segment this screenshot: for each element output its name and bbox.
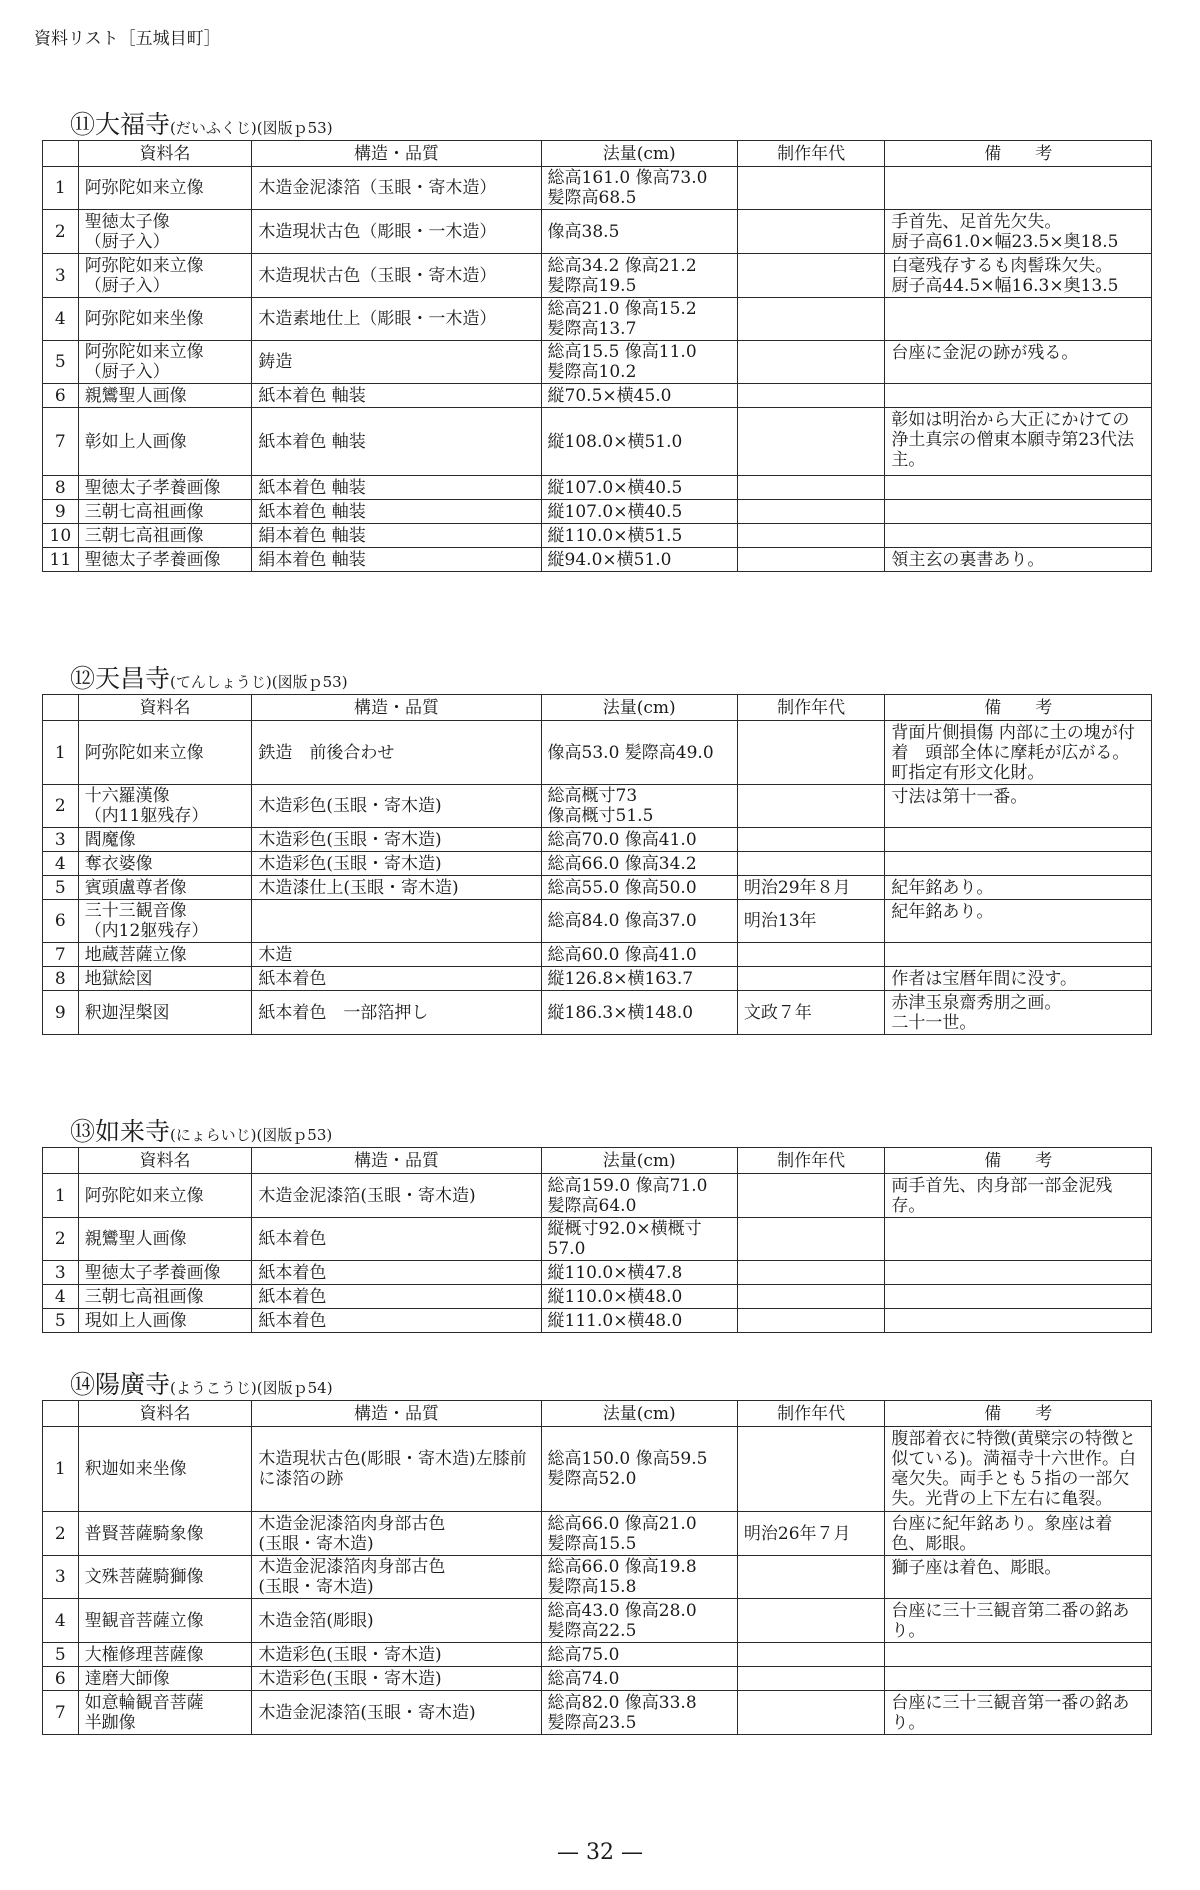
cell-date xyxy=(737,967,885,991)
cell-name: 親鸞聖人画像 xyxy=(78,1218,252,1261)
plate-reference: (図版ｐ53) xyxy=(256,119,333,137)
cell-rem xyxy=(885,1218,1152,1261)
cell-date xyxy=(737,210,885,254)
table-row xyxy=(43,1285,1152,1309)
table-row xyxy=(43,1309,1152,1333)
cell-date xyxy=(737,1427,885,1512)
cell-no: 2 xyxy=(43,210,79,254)
cell-rem: 腹部着衣に特徴(黄檗宗の特徴と似ている)。満福寺十六世作。白毫欠失。両手とも５指の一部欠失。光背の上下左右に亀裂。 xyxy=(885,1427,1152,1512)
cell-mat: 木造金泥漆箔(玉眼・寄木造) xyxy=(252,1691,541,1735)
cell-size: 総高60.0 像高41.0 xyxy=(541,943,737,967)
cell-date xyxy=(737,852,885,876)
table-row xyxy=(43,1218,1152,1261)
cell-size: 総高66.0 像高34.2 xyxy=(541,852,737,876)
plate-reference: (図版ｐ53) xyxy=(256,1126,333,1144)
table-row xyxy=(43,524,1152,548)
cell-no: 11 xyxy=(43,548,79,572)
table-row xyxy=(43,991,1152,1035)
header-cell-number xyxy=(43,1148,79,1174)
cell-name: 地獄絵図 xyxy=(78,967,252,991)
catalog-table xyxy=(42,694,1152,1035)
column-header: 資料名 xyxy=(78,141,252,167)
cell-rem xyxy=(885,167,1152,210)
cell-rem xyxy=(885,476,1152,500)
cell-size: 縦186.3×横148.0 xyxy=(541,991,737,1035)
cell-name: 三十三観音像 （内12躯残存） xyxy=(78,900,252,943)
cell-mat: 紙本着色 軸装 xyxy=(252,500,541,524)
cell-size: 像高38.5 xyxy=(541,210,737,254)
cell-mat xyxy=(252,900,541,943)
cell-date xyxy=(737,1556,885,1599)
column-header: 構造・品質 xyxy=(252,695,541,721)
cell-rem: 紀年銘あり。 xyxy=(885,900,1152,943)
cell-mat: 木造彩色(玉眼・寄木造) xyxy=(252,1667,541,1691)
cell-rem: 手首先、足首先欠失。 厨子高61.0×幅23.5×奥18.5 xyxy=(885,210,1152,254)
cell-rem xyxy=(885,298,1152,341)
catalog-table xyxy=(42,140,1152,572)
cell-mat: 木造彩色(玉眼・寄木造) xyxy=(252,785,541,828)
table-row xyxy=(43,500,1152,524)
plate-reference: (図版ｐ53) xyxy=(271,673,348,691)
column-header: 備 考 xyxy=(885,1401,1152,1427)
table-row xyxy=(43,943,1152,967)
cell-size: 縦110.0×横48.0 xyxy=(541,1285,737,1309)
cell-name: 文殊菩薩騎獅像 xyxy=(78,1556,252,1599)
cell-mat: 木造現状古色（玉眼・寄木造） xyxy=(252,254,541,298)
cell-date xyxy=(737,943,885,967)
cell-no: 2 xyxy=(43,1512,79,1556)
cell-rem xyxy=(885,1261,1152,1285)
cell-name: 阿弥陀如来立像 （厨子入） xyxy=(78,254,252,298)
column-header: 備 考 xyxy=(885,141,1152,167)
cell-size: 総高75.0 xyxy=(541,1643,737,1667)
cell-name: 聖徳太子孝養画像 xyxy=(78,476,252,500)
cell-date: 明治29年８月 xyxy=(737,876,885,900)
table-row xyxy=(43,785,1152,828)
cell-mat: 紙本着色 xyxy=(252,967,541,991)
column-header: 資料名 xyxy=(78,1401,252,1427)
cell-size: 縦94.0×横51.0 xyxy=(541,548,737,572)
table-row xyxy=(43,721,1152,785)
cell-date xyxy=(737,1218,885,1261)
cell-no: 5 xyxy=(43,1309,79,1333)
cell-date xyxy=(737,1174,885,1218)
cell-mat: 木造金泥漆箔肉身部古色 (玉眼・寄木造) xyxy=(252,1512,541,1556)
cell-name: 如意輪観音菩薩 半跏像 xyxy=(78,1691,252,1735)
cell-no: 8 xyxy=(43,967,79,991)
cell-no: 1 xyxy=(43,1427,79,1512)
cell-mat: 紙本着色 xyxy=(252,1218,541,1261)
header-cell-number xyxy=(43,141,79,167)
column-header: 構造・品質 xyxy=(252,1148,541,1174)
temple-reading: (てんしょうじ) xyxy=(170,673,272,691)
column-header: 資料名 xyxy=(78,695,252,721)
column-header: 備 考 xyxy=(885,695,1152,721)
cell-no: 3 xyxy=(43,1556,79,1599)
cell-no: 9 xyxy=(43,500,79,524)
section-yokoji xyxy=(42,1368,1152,1735)
column-header: 制作年代 xyxy=(737,695,885,721)
cell-size: 総高34.2 像高21.2 髪際高19.5 xyxy=(541,254,737,298)
cell-no: 3 xyxy=(43,254,79,298)
column-header: 制作年代 xyxy=(737,1401,885,1427)
cell-no: 2 xyxy=(43,1218,79,1261)
cell-no: 4 xyxy=(43,298,79,341)
cell-size: 縦概寸92.0×横概寸57.0 xyxy=(541,1218,737,1261)
temple-reading: (ようこうじ) xyxy=(170,1379,257,1397)
cell-no: 8 xyxy=(43,476,79,500)
column-header: 資料名 xyxy=(78,1148,252,1174)
cell-mat: 木造現状古色（彫眼・一木造） xyxy=(252,210,541,254)
cell-name: 阿弥陀如来立像 （厨子入） xyxy=(78,341,252,384)
cell-date: 明治13年 xyxy=(737,900,885,943)
table-header-row xyxy=(43,1148,1152,1174)
catalog-table xyxy=(42,1147,1152,1333)
cell-mat: 木造漆仕上(玉眼・寄木造) xyxy=(252,876,541,900)
table-row xyxy=(43,852,1152,876)
cell-rem xyxy=(885,524,1152,548)
cell-no: 2 xyxy=(43,785,79,828)
cell-mat: 木造彩色(玉眼・寄木造) xyxy=(252,852,541,876)
table-row xyxy=(43,1667,1152,1691)
header-cell-number xyxy=(43,695,79,721)
table-row xyxy=(43,1427,1152,1512)
cell-size: 総高21.0 像高15.2 髪際高13.7 xyxy=(541,298,737,341)
cell-name: 三朝七高祖画像 xyxy=(78,524,252,548)
cell-size: 像高53.0 髪際高49.0 xyxy=(541,721,737,785)
cell-date xyxy=(737,167,885,210)
cell-rem: 獅子座は着色、彫眼。 xyxy=(885,1556,1152,1599)
cell-mat: 木造素地仕上（彫眼・一木造） xyxy=(252,298,541,341)
cell-no: 7 xyxy=(43,1691,79,1735)
cell-size: 縦110.0×横51.5 xyxy=(541,524,737,548)
cell-mat: 木造金泥漆箔(玉眼・寄木造) xyxy=(252,1174,541,1218)
cell-name: 釈迦如来坐像 xyxy=(78,1427,252,1512)
cell-size: 縦107.0×横40.5 xyxy=(541,500,737,524)
column-header: 制作年代 xyxy=(737,1148,885,1174)
cell-mat: 木造金泥漆箔（玉眼・寄木造） xyxy=(252,167,541,210)
cell-rem xyxy=(885,852,1152,876)
cell-date xyxy=(737,1309,885,1333)
cell-name: 親鸞聖人画像 xyxy=(78,384,252,408)
cell-mat: 木造 xyxy=(252,943,541,967)
cell-name: 達磨大師像 xyxy=(78,1667,252,1691)
cell-no: 3 xyxy=(43,1261,79,1285)
cell-size: 総高82.0 像高33.8 髪際高23.5 xyxy=(541,1691,737,1735)
cell-date xyxy=(737,1261,885,1285)
temple-name: 天昌寺 xyxy=(95,664,171,693)
cell-mat: 木造彩色(玉眼・寄木造) xyxy=(252,828,541,852)
cell-size: 総高55.0 像高50.0 xyxy=(541,876,737,900)
cell-mat: 紙本着色 xyxy=(252,1261,541,1285)
cell-no: 7 xyxy=(43,943,79,967)
table-row xyxy=(43,900,1152,943)
table-row xyxy=(43,876,1152,900)
cell-rem: 領主玄の裏書あり。 xyxy=(885,548,1152,572)
table-row xyxy=(43,341,1152,384)
cell-no: 1 xyxy=(43,1174,79,1218)
cell-date xyxy=(737,1599,885,1643)
cell-date xyxy=(737,1691,885,1735)
cell-rem: 背面片側損傷 内部に土の塊が付着 頭部全体に摩耗が広がる。町指定有形文化財。 xyxy=(885,721,1152,785)
cell-rem: 台座に三十三観音第二番の銘あり。 xyxy=(885,1599,1152,1643)
cell-date xyxy=(737,500,885,524)
cell-rem: 紀年銘あり。 xyxy=(885,876,1152,900)
cell-rem xyxy=(885,1285,1152,1309)
temple-reading: (にょらいじ) xyxy=(170,1126,257,1144)
section-nyoraiji xyxy=(42,1115,1152,1333)
cell-size: 総高159.0 像高71.0 髪際高64.0 xyxy=(541,1174,737,1218)
column-header: 法量(cm) xyxy=(541,695,737,721)
cell-rem: 彰如は明治から大正にかけての浄土真宗の僧東本願寺第23代法主。 xyxy=(885,408,1152,476)
column-header: 法量(cm) xyxy=(541,141,737,167)
table-row xyxy=(43,967,1152,991)
cell-date xyxy=(737,1643,885,1667)
cell-date xyxy=(737,1285,885,1309)
table-row xyxy=(43,384,1152,408)
cell-name: 釈迦涅槃図 xyxy=(78,991,252,1035)
section-title xyxy=(42,1115,1152,1147)
cell-mat: 絹本着色 軸装 xyxy=(252,524,541,548)
cell-rem xyxy=(885,384,1152,408)
cell-mat: 紙本着色 軸装 xyxy=(252,384,541,408)
column-header: 法量(cm) xyxy=(541,1401,737,1427)
table-row xyxy=(43,1512,1152,1556)
table-row xyxy=(43,167,1152,210)
cell-mat: 鋳造 xyxy=(252,341,541,384)
plate-reference: (図版ｐ54) xyxy=(256,1379,333,1397)
table-row xyxy=(43,1556,1152,1599)
header-cell-number xyxy=(43,1401,79,1427)
section-number: ⑭ xyxy=(70,1370,96,1399)
cell-date xyxy=(737,408,885,476)
cell-size: 縦126.8×横163.7 xyxy=(541,967,737,991)
cell-no: 4 xyxy=(43,1599,79,1643)
column-header: 構造・品質 xyxy=(252,141,541,167)
table-header-row xyxy=(43,695,1152,721)
cell-rem xyxy=(885,828,1152,852)
cell-name: 阿弥陀如来立像 xyxy=(78,721,252,785)
cell-no: 9 xyxy=(43,991,79,1035)
cell-mat: 紙本着色 xyxy=(252,1285,541,1309)
cell-date xyxy=(737,721,885,785)
table-row xyxy=(43,1691,1152,1735)
section-title xyxy=(42,662,1152,694)
cell-mat: 木造金泥漆箔肉身部古色 (玉眼・寄木造) xyxy=(252,1556,541,1599)
cell-no: 1 xyxy=(43,721,79,785)
cell-size: 縦111.0×横48.0 xyxy=(541,1309,737,1333)
section-title xyxy=(42,108,1152,140)
table-row xyxy=(43,408,1152,476)
cell-mat: 紙本着色 xyxy=(252,1309,541,1333)
cell-size: 縦107.0×横40.5 xyxy=(541,476,737,500)
table-row xyxy=(43,828,1152,852)
cell-no: 3 xyxy=(43,828,79,852)
cell-name: 奪衣婆像 xyxy=(78,852,252,876)
temple-name: 大福寺 xyxy=(95,110,171,139)
section-number: ⑫ xyxy=(70,664,96,693)
cell-size: 総高70.0 像高41.0 xyxy=(541,828,737,852)
cell-no: 6 xyxy=(43,900,79,943)
cell-size: 総高66.0 像高19.8 髪際高15.8 xyxy=(541,1556,737,1599)
cell-mat: 木造現状古色(彫眼・寄木造)左膝前に漆箔の跡 xyxy=(252,1427,541,1512)
cell-no: 4 xyxy=(43,1285,79,1309)
cell-size: 総高15.5 像高11.0 髪際高10.2 xyxy=(541,341,737,384)
cell-date xyxy=(737,384,885,408)
cell-no: 6 xyxy=(43,1667,79,1691)
cell-size: 縦70.5×横45.0 xyxy=(541,384,737,408)
table-row xyxy=(43,1261,1152,1285)
cell-name: 三朝七高祖画像 xyxy=(78,500,252,524)
cell-rem: 作者は宝暦年間に没す。 xyxy=(885,967,1152,991)
section-number: ⑬ xyxy=(70,1117,96,1146)
table-row xyxy=(43,1599,1152,1643)
cell-date xyxy=(737,476,885,500)
table-row xyxy=(43,548,1152,572)
cell-rem xyxy=(885,1309,1152,1333)
cell-size: 総高74.0 xyxy=(541,1667,737,1691)
cell-mat: 木造金箔(彫眼) xyxy=(252,1599,541,1643)
cell-size: 総高161.0 像高73.0 髪際高68.5 xyxy=(541,167,737,210)
cell-date: 文政７年 xyxy=(737,991,885,1035)
cell-date xyxy=(737,341,885,384)
cell-mat: 紙本着色 一部箔押し xyxy=(252,991,541,1035)
cell-name: 阿弥陀如来坐像 xyxy=(78,298,252,341)
cell-name: 普賢菩薩騎象像 xyxy=(78,1512,252,1556)
table-row xyxy=(43,1174,1152,1218)
cell-mat: 紙本着色 軸装 xyxy=(252,408,541,476)
cell-rem: 台座に三十三観音第一番の銘あり。 xyxy=(885,1691,1152,1735)
section-title xyxy=(42,1368,1152,1400)
cell-name: 聖徳太子孝養画像 xyxy=(78,1261,252,1285)
column-header: 制作年代 xyxy=(737,141,885,167)
table-header-row xyxy=(43,141,1152,167)
cell-no: 5 xyxy=(43,341,79,384)
section-daifukuji xyxy=(42,108,1152,572)
cell-rem xyxy=(885,1643,1152,1667)
column-header: 法量(cm) xyxy=(541,1148,737,1174)
column-header: 備 考 xyxy=(885,1148,1152,1174)
cell-mat: 紙本着色 軸装 xyxy=(252,476,541,500)
cell-name: 賓頭盧尊者像 xyxy=(78,876,252,900)
cell-no: 5 xyxy=(43,1643,79,1667)
cell-rem xyxy=(885,500,1152,524)
cell-rem: 寸法は第十一番。 xyxy=(885,785,1152,828)
temple-name: 如来寺 xyxy=(95,1117,171,1146)
document-header: 資料リスト［五城目町］ xyxy=(34,29,221,49)
cell-name: 阿弥陀如来立像 xyxy=(78,1174,252,1218)
cell-rem: 台座に紀年銘あり。象座は着色、彫眼。 xyxy=(885,1512,1152,1556)
table-row xyxy=(43,298,1152,341)
column-header: 構造・品質 xyxy=(252,1401,541,1427)
cell-rem: 赤津玉泉齋秀朋之画。 二十一世。 xyxy=(885,991,1152,1035)
cell-rem: 白毫残存するも肉髻珠欠失。 厨子高44.5×幅16.3×奥13.5 xyxy=(885,254,1152,298)
cell-no: 10 xyxy=(43,524,79,548)
catalog-table xyxy=(42,1400,1152,1735)
cell-mat: 鉄造 前後合わせ xyxy=(252,721,541,785)
cell-date xyxy=(737,524,885,548)
cell-name: 十六羅漢像 （内11躯残存） xyxy=(78,785,252,828)
cell-date xyxy=(737,828,885,852)
cell-name: 聖観音菩薩立像 xyxy=(78,1599,252,1643)
cell-no: 1 xyxy=(43,167,79,210)
cell-name: 現如上人画像 xyxy=(78,1309,252,1333)
cell-size: 縦108.0×横51.0 xyxy=(541,408,737,476)
cell-rem: 両手首先、肉身部一部金泥残存。 xyxy=(885,1174,1152,1218)
section-tenshoji xyxy=(42,662,1152,1035)
cell-name: 聖徳太子孝養画像 xyxy=(78,548,252,572)
cell-name: 三朝七高祖画像 xyxy=(78,1285,252,1309)
cell-name: 閻魔像 xyxy=(78,828,252,852)
cell-no: 5 xyxy=(43,876,79,900)
cell-name: 聖徳太子像 （厨子入） xyxy=(78,210,252,254)
cell-size: 総高43.0 像高28.0 髪際高22.5 xyxy=(541,1599,737,1643)
table-row xyxy=(43,476,1152,500)
cell-name: 地蔵菩薩立像 xyxy=(78,943,252,967)
cell-no: 4 xyxy=(43,852,79,876)
cell-date: 明治26年７月 xyxy=(737,1512,885,1556)
temple-name: 陽廣寺 xyxy=(95,1370,171,1399)
cell-name: 彰如上人画像 xyxy=(78,408,252,476)
table-row xyxy=(43,210,1152,254)
cell-rem xyxy=(885,943,1152,967)
cell-rem: 台座に金泥の跡が残る。 xyxy=(885,341,1152,384)
cell-date xyxy=(737,254,885,298)
temple-reading: (だいふくじ) xyxy=(170,119,257,137)
cell-date xyxy=(737,298,885,341)
cell-size: 縦110.0×横47.8 xyxy=(541,1261,737,1285)
cell-size: 総高66.0 像高21.0 髪際高15.5 xyxy=(541,1512,737,1556)
cell-date xyxy=(737,548,885,572)
table-row xyxy=(43,1643,1152,1667)
section-number: ⑪ xyxy=(70,110,96,139)
cell-no: 6 xyxy=(43,384,79,408)
cell-no: 7 xyxy=(43,408,79,476)
cell-size: 総高概寸73 像高概寸51.5 xyxy=(541,785,737,828)
cell-size: 総高150.0 像高59.5 髪際高52.0 xyxy=(541,1427,737,1512)
cell-date xyxy=(737,1667,885,1691)
cell-name: 阿弥陀如来立像 xyxy=(78,167,252,210)
cell-date xyxy=(737,785,885,828)
page-number: — 32 — xyxy=(557,1840,643,1865)
table-row xyxy=(43,254,1152,298)
cell-size: 総高84.0 像高37.0 xyxy=(541,900,737,943)
cell-name: 大権修理菩薩像 xyxy=(78,1643,252,1667)
cell-mat: 木造彩色(玉眼・寄木造) xyxy=(252,1643,541,1667)
table-header-row xyxy=(43,1401,1152,1427)
cell-mat: 絹本着色 軸装 xyxy=(252,548,541,572)
cell-rem xyxy=(885,1667,1152,1691)
